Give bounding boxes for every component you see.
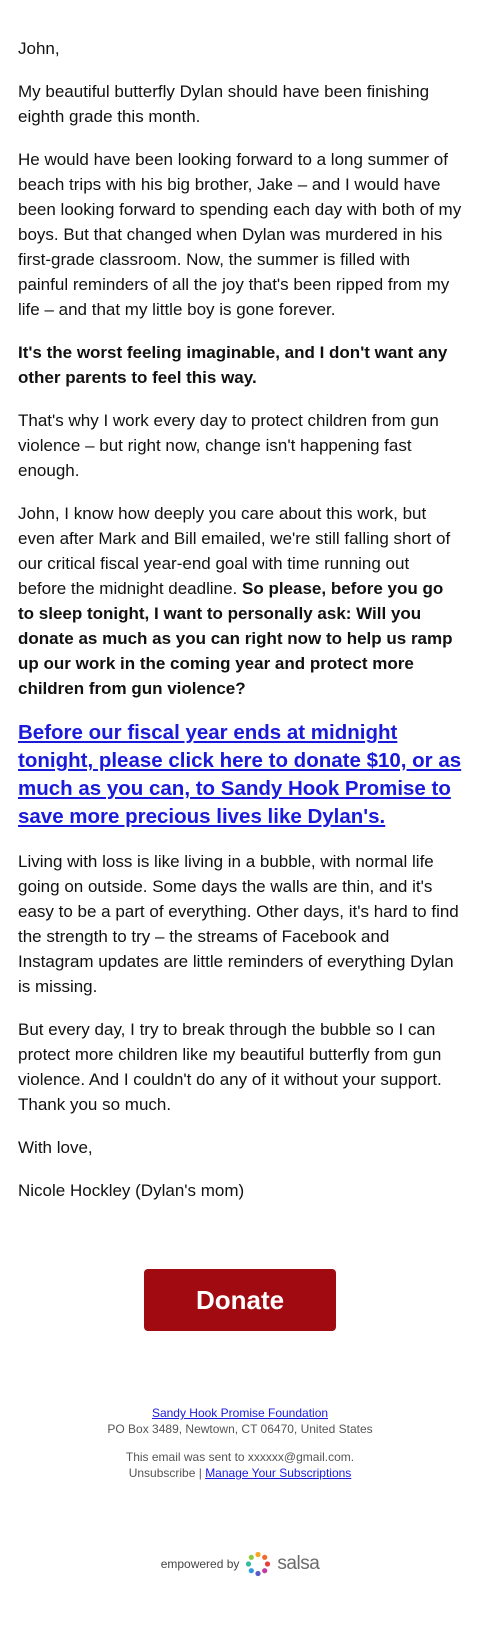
salsa-logo-icon xyxy=(245,1551,271,1577)
signature: Nicole Hockley (Dylan's mom) xyxy=(18,1181,245,1200)
org-link[interactable]: Sandy Hook Promise Foundation xyxy=(151,1406,329,1420)
paragraph-6: Living with loss is like living in a bubble, with normal life going on outside. Some days the walls are thin, and it's easy to be a part of everything. Other days, it's hard to find the strength to try – the streams of Facebook and Instagram updates are little reminders of everything Dylan is missing. xyxy=(18,852,459,996)
unsubscribe-label: Unsubscribe | xyxy=(128,1466,202,1480)
footer xyxy=(18,1405,462,1481)
email-body xyxy=(18,0,462,1577)
powered-by xyxy=(18,1551,462,1577)
paragraph-5 xyxy=(18,501,462,701)
paragraph-3-bold: It's the worst feeling imaginable, and I don't want any other parents to feel this way. xyxy=(18,343,448,387)
unsubscribe-row xyxy=(18,1465,462,1481)
paragraph-4: That's why I work every day to protect children from gun violence – but right now, change isn't happening fast enough. xyxy=(18,411,439,480)
paragraph-2: He would have been looking forward to a long summer of beach trips with his big brother, Jake – and I would have been looking forward to spending each day with both of my boys. But that changed when Dylan was murdered in his first-grade classroom. Now, the summer is filled with painful reminders of all the joy that's been ripped from my life – and that my little boy is gone forever. xyxy=(18,150,462,319)
sent-to-notice: This email was sent to xxxxxx@gmail.com. xyxy=(125,1450,355,1464)
paragraph-5-text: John, I know how deeply you care about this work, but even after Mark and Bill emailed, we're still falling short of our critical fiscal year-end goal with time running out before the midnight deadline. xyxy=(18,504,451,598)
paragraph-5-ask: So please, before you go to sleep tonight, I want to personally ask: Will you donate as much as you can right now to help us ramp up our work in the coming year and protect more children from gun violence? xyxy=(18,579,453,698)
empowered-by-label: empowered by xyxy=(160,1557,240,1571)
donate-cta-link[interactable]: Before our fiscal year ends at midnight tonight, please click here to donate $10, or as much as you can, to Sandy Hook Promise to save more precious lives like Dylan's. xyxy=(18,721,462,828)
paragraph-1: My beautiful butterfly Dylan should have been finishing eighth grade this month. xyxy=(18,82,430,126)
greeting: John, xyxy=(18,39,60,58)
salsa-wordmark: salsa xyxy=(277,1553,320,1574)
paragraph-7: But every day, I try to break through the bubble so I can protect more children like my beautiful butterfly from gun violence. And I couldn't do any of it without your support. Thank you so much. xyxy=(18,1020,442,1114)
closing: With love, xyxy=(18,1138,93,1157)
donate-button[interactable]: Donate xyxy=(144,1269,336,1331)
org-address: PO Box 3489, Newtown, CT 06470, United States xyxy=(107,1422,373,1436)
donate-button-wrap xyxy=(18,1269,462,1331)
manage-subscriptions-link[interactable]: Manage Your Subscriptions xyxy=(205,1466,352,1480)
